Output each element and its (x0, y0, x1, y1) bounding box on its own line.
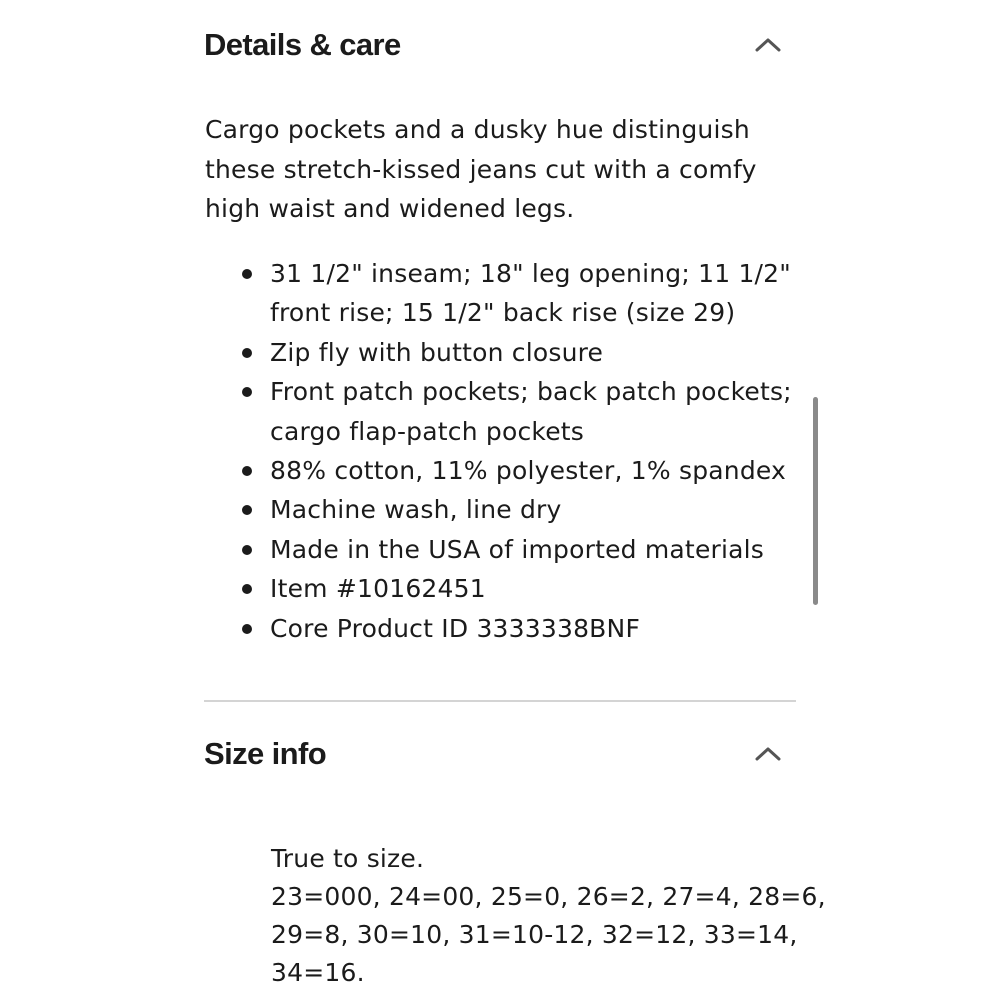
size-conversion-line: 29=8, 30=10, 31=10-12, 32=12, 33=14, (271, 920, 798, 949)
list-item: Zip fly with button closure (240, 333, 800, 372)
size-conversion-line: 23=000, 24=00, 25=0, 26=2, 27=4, 28=6, (271, 882, 826, 911)
list-item: Core Product ID 3333338BNF (240, 609, 800, 648)
details-care-title: Details & care (204, 27, 401, 62)
details-bullet-list (240, 254, 800, 648)
list-item: 31 1/2" inseam; 18" leg opening; 11 1/2" front rise; 15 1/2" back rise (size 29) (240, 254, 800, 333)
list-item: 88% cotton, 11% polyester, 1% spandex (240, 451, 800, 490)
details-care-header[interactable] (204, 27, 796, 63)
section-divider (204, 700, 796, 702)
list-item: Item #10162451 (240, 569, 800, 608)
product-description: Cargo pockets and a dusky hue distinguish these stretch-kissed jeans cut with a comfy high waist and widened legs. (205, 115, 757, 223)
list-item: Made in the USA of imported materials (240, 530, 800, 569)
size-info-title: Size info (204, 736, 327, 771)
size-fit-note: True to size. (271, 844, 425, 873)
list-item: Machine wash, line dry (240, 490, 800, 529)
chevron-up-icon[interactable] (754, 744, 782, 764)
chevron-up-icon[interactable] (754, 35, 782, 55)
size-conversion-line: 34=16. (271, 958, 365, 987)
size-info-body (271, 840, 826, 992)
size-info-header[interactable] (204, 736, 796, 772)
scrollbar-thumb[interactable] (813, 397, 818, 605)
list-item: Front patch pockets; back patch pockets; cargo flap-patch pockets (240, 372, 800, 451)
